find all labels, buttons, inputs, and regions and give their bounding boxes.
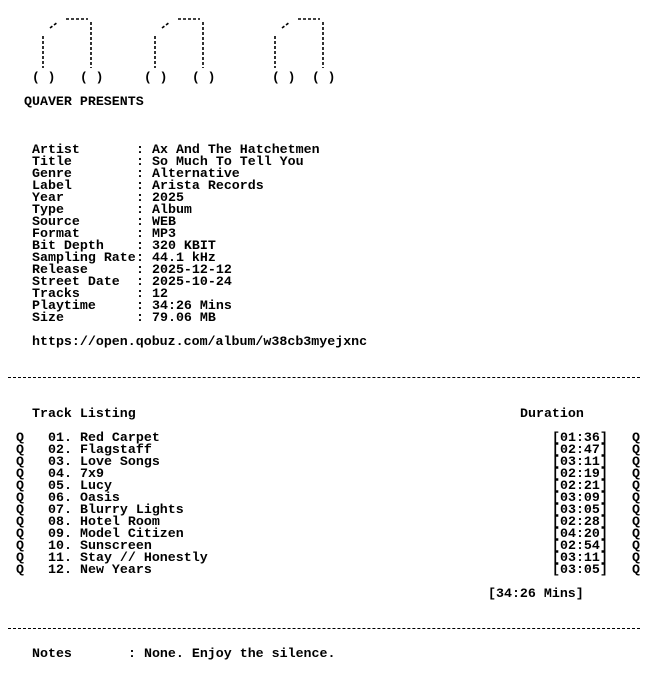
track-marker-right: Q <box>632 430 640 445</box>
track-marker-right: Q <box>632 538 640 553</box>
track-title: 7x9 <box>80 466 104 481</box>
presenter-line: QUAVER PRESENTS <box>24 94 144 109</box>
track-duration: [01:36] <box>552 430 608 445</box>
info-separator: : <box>136 226 144 241</box>
tracklist-heading: Track Listing <box>32 406 136 421</box>
info-row <box>32 180 264 192</box>
track-number: 12. <box>48 562 72 577</box>
section-divider-bottom <box>8 628 640 629</box>
track-duration: [04:20] <box>552 526 608 541</box>
total-playtime: [34:26 Mins] <box>488 586 584 601</box>
svg-text:( ): ( ) <box>192 70 216 85</box>
info-separator: : <box>136 262 144 277</box>
info-value: So Much To Tell You <box>152 154 304 169</box>
track-marker-left: Q <box>16 562 24 577</box>
album-url: https://open.qobuz.com/album/w38cb3myejxnc <box>32 334 368 349</box>
track-number: 08. <box>48 514 72 529</box>
info-key: Format <box>32 226 80 241</box>
info-key: Playtime <box>32 298 96 313</box>
track-marker-left: Q <box>16 442 24 457</box>
track-number: 05. <box>48 478 72 493</box>
info-value: Ax And The Hatchetmen <box>152 142 320 157</box>
track-title: Stay // Honestly <box>80 550 208 565</box>
svg-text:( ): ( ) <box>80 70 104 85</box>
info-separator: : <box>136 298 144 313</box>
svg-text:( ): ( ) <box>144 70 168 85</box>
section-divider-top <box>8 377 640 378</box>
track-title: Sunscreen <box>80 538 152 553</box>
info-key: Release <box>32 262 88 277</box>
track-number: 04. <box>48 466 72 481</box>
info-separator: : <box>136 274 144 289</box>
info-value: Album <box>152 202 192 217</box>
info-value: 320 KBIT <box>152 238 216 253</box>
track-number: 09. <box>48 526 72 541</box>
info-key: Sampling Rate <box>32 250 136 265</box>
info-value: Arista Records <box>152 178 264 193</box>
info-key: Title <box>32 154 72 169</box>
track-marker-right: Q <box>632 466 640 481</box>
track-marker-left: Q <box>16 526 24 541</box>
track-marker-left: Q <box>16 430 24 445</box>
info-value: 34:26 Mins <box>152 298 232 313</box>
track-duration: [03:09] <box>552 490 608 505</box>
track-marker-right: Q <box>632 550 640 565</box>
track-number: 11. <box>48 550 72 565</box>
track-number: 02. <box>48 442 72 457</box>
track-marker-right: Q <box>632 454 640 469</box>
info-key: Label <box>32 178 72 193</box>
track-title: Lucy <box>80 478 112 493</box>
info-separator: : <box>136 190 144 205</box>
track-marker-left: Q <box>16 490 24 505</box>
track-duration: [02:21] <box>552 478 608 493</box>
track-duration: [03:11] <box>552 550 608 565</box>
track-marker-left: Q <box>16 454 24 469</box>
info-key: Size <box>32 310 64 325</box>
info-separator: : <box>136 286 144 301</box>
track-marker-left: Q <box>16 550 24 565</box>
info-separator: : <box>136 142 144 157</box>
track-title: Flagstaff <box>80 442 152 457</box>
track-duration: [03:11] <box>552 454 608 469</box>
track-marker-right: Q <box>632 442 640 457</box>
svg-text:( ): ( ) <box>32 70 56 85</box>
track-duration: [03:05] <box>552 562 608 577</box>
info-key: Type <box>32 202 64 217</box>
svg-text:( ): ( ) <box>272 70 296 85</box>
notes-value: : None. Enjoy the silence. <box>128 646 336 661</box>
info-value: 2025 <box>152 190 184 205</box>
info-value: 12 <box>152 286 168 301</box>
track-number: 06. <box>48 490 72 505</box>
info-separator: : <box>136 238 144 253</box>
info-key: Genre <box>32 166 72 181</box>
info-key: Artist <box>32 142 80 157</box>
info-value: 79.06 MB <box>152 310 216 325</box>
info-value: WEB <box>152 214 176 229</box>
track-duration: [02:54] <box>552 538 608 553</box>
track-title: Love Songs <box>80 454 160 469</box>
track-number: 03. <box>48 454 72 469</box>
info-separator: : <box>136 178 144 193</box>
info-value: Alternative <box>152 166 240 181</box>
track-marker-right: Q <box>632 562 640 577</box>
info-row <box>32 312 216 324</box>
track-marker-right: Q <box>632 490 640 505</box>
info-key: Bit Depth <box>32 238 104 253</box>
info-separator: : <box>136 250 144 265</box>
track-duration: [03:05] <box>552 502 608 517</box>
track-marker-left: Q <box>16 502 24 517</box>
track-row <box>0 564 648 576</box>
info-separator: : <box>136 214 144 229</box>
track-title: Oasis <box>80 490 120 505</box>
duration-heading: Duration <box>520 406 584 421</box>
track-number: 07. <box>48 502 72 517</box>
track-title: Red Carpet <box>80 430 160 445</box>
info-key: Tracks <box>32 286 80 301</box>
track-marker-left: Q <box>16 478 24 493</box>
info-separator: : <box>136 202 144 217</box>
svg-text:( ): ( ) <box>312 70 336 85</box>
info-value: 2025-10-24 <box>152 274 232 289</box>
track-marker-left: Q <box>16 514 24 529</box>
quaver-logo <box>30 12 350 86</box>
track-marker-right: Q <box>632 502 640 517</box>
info-separator: : <box>136 310 144 325</box>
track-title: Blurry Lights <box>80 502 184 517</box>
track-marker-right: Q <box>632 478 640 493</box>
info-value: 44.1 kHz <box>152 250 216 265</box>
info-value: 2025-12-12 <box>152 262 232 277</box>
track-marker-right: Q <box>632 526 640 541</box>
track-duration: [02:47] <box>552 442 608 457</box>
info-key: Source <box>32 214 80 229</box>
track-number: 10. <box>48 538 72 553</box>
info-value: MP3 <box>152 226 176 241</box>
info-separator: : <box>136 154 144 169</box>
track-title: Model Citizen <box>80 526 184 541</box>
track-title: New Years <box>80 562 152 577</box>
track-marker-left: Q <box>16 466 24 481</box>
quaver-logo-art <box>30 12 350 86</box>
notes-label: Notes <box>32 646 72 661</box>
info-separator: : <box>136 166 144 181</box>
info-key: Year <box>32 190 64 205</box>
track-marker-right: Q <box>632 514 640 529</box>
info-key: Street Date <box>32 274 120 289</box>
track-marker-left: Q <box>16 538 24 553</box>
track-number: 01. <box>48 430 72 445</box>
track-duration: [02:28] <box>552 514 608 529</box>
track-title: Hotel Room <box>80 514 160 529</box>
track-duration: [02:19] <box>552 466 608 481</box>
